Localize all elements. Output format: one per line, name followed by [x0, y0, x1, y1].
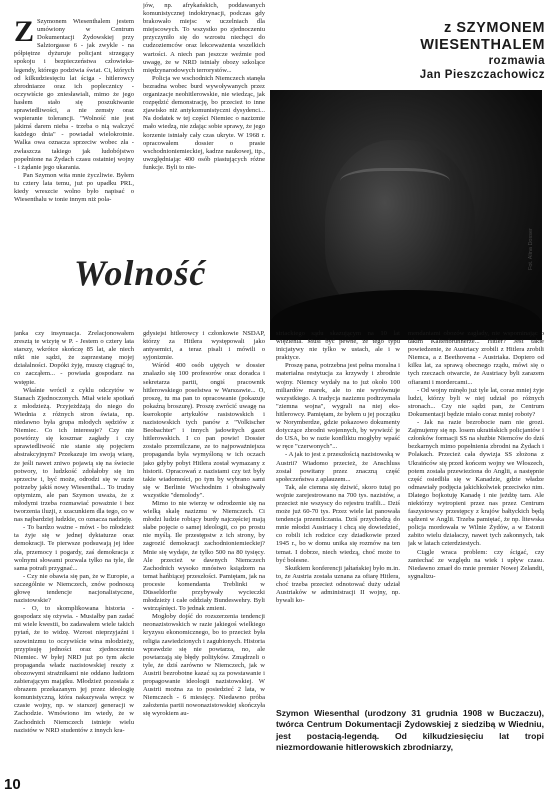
paragraph: Pan Szymon wita mnie życzliwie. Byłem tu cztery lata temu, już po upadku PRL, kiedy wreszcie wolno było napisać o Wiesenthalu w tonie innym niż pola-: [14, 171, 134, 204]
portrait-photo: [270, 90, 542, 340]
paragraph: Właśnie wrócił z cyklu odczytów w Stanach Zjednoczonych. Miał wiele spotkań z młodzieżą. Przyjeżdżają do niego do Wiednia z różnych stron świata, np. niedawno była grupa młodych sędziów z Niemiec. Co ich interesuje? Czy nie powtórzy się koszmar zagłady i czy sprawiedliwość nie stanie się pojęciem abstrakcyjnym? Przekazuje im swoją wiarę, że jeśli nawet zniwo pojawią się na świecie potwory, to ludzkość zdołałoby się im sprzeciw i, być może, odrodzi się w razie potrzeby jakiś nowy Wiesenthal... To trudny optymizm, ale pan Szymon uważa, że z młodymi trzeba rozmawiać poważnie i bez tworzenia iluzji, z szacunkiem dla tego, co w nas najbardziej ludzkie, co oznacza nadzieję.: [14, 386, 134, 524]
headline-line-3: rozmawia: [488, 55, 545, 67]
article-column-4: [143, 330, 265, 770]
paragraph: janka czy insynuacja. Zrelacjonowałem zresztą te wizytę w P. - Jestem o cztery lata starszy, wkrótce skończę 85 lat, ale niech nikt nie sądzi, że zaprzestanę mojej działalności. Dopóki żyję, muszę ciągnąć to, co zacząłem... - powiada gospodarz na wstępie.: [14, 330, 134, 386]
article-column-1: [14, 18, 134, 288]
paragraph: Tak, ale ciemna się dziwić, skoro tutaj po wojnie zarejestrowano na 700 tys. nazistów, a przecież nie wszyscy do rejestru trafili... Dziś może już 60-70 tys. Przez wiele lat panowała tendencja przemilczania. Dziś przychodzą do mnie młodzi Austriacy i chcą się dowiedzieć, co robili ich rodzice czy dziadkowie przed 1945 r., bo w domu unika się rozmów na ten temat. I dobrze, niech wiedzą, choć może to być bolesne.: [276, 483, 400, 564]
paragraph: - Jak na razie bezrobocie nam nie grozi. Zajmujemy się np. losem ukraińskich policjantów i członków formacji SS na służbie Niemców do dziś bezkarnych mimo popełnienia zbrodni na Żydach i Polakach. Przecież cała dywizja SS złożona z Ukraińców się przed końcem wojny we Włoszech, potem została przewieziona do Anglii, a następnie część osiedliła się w Kanadzie, gdzie władze odmawiały podjęcia jakichkolwiek przeciwko nim. Dlatego bojkotuję Kanadę i nie jeżdżę tam. Ale niektórzy wytropieni przez nas przez Centrum faszystowscy przestępcy z krajów bałtyckich będą sądzeni w Anglii. Trzeba pamiętać, że np. litewska policja mordowała w Wilnie Żydów, a w Estonii zabito wielu działaczy, nawet tych zakonnych, tak jak w latach czterdziestych.: [408, 419, 544, 548]
photo-credit: Fot. Alina Dosser: [528, 228, 534, 270]
article-column-2: [143, 2, 265, 288]
paragraph: Skutkiem konferencji jałtańskiej było m.in. to, że Austria została uznana za ofiarę Hitlera, choć trzeba przecież odnotować duży udział Austriaków w administracji II wojny, np. bywali ko-: [276, 564, 400, 605]
paragraph: - Od wojny minęło już tyle lat, coraz mniej żyje ludzi, którzy byli w niej udział po różnych stronach... Czy nie sądzi pan, że Centrum Dokumentacji będzie miało coraz mniej roboty?: [408, 386, 544, 418]
article-headline: [290, 20, 545, 82]
paragraph: mendantami obozów zagłady, nie wspominając o takim Kaltenbrunnerze... Hitler? Jest takie powiedzenie, że Austriacy zrobili z Hitlera zrobili Niemca, a z Beethovena - Austriaka. Dopiero od kilku lat, za sprawą obecnego rządu, mówi się o tych rzeczach otwarcie, że Austriacy byli zarazem ofiarami i mordercami...: [408, 330, 544, 386]
article-column-5: [276, 330, 400, 705]
paragraph: striackiego sądu skazującym na 10 lat więzienia. Musi być pewne, że tego typu inicjatywy nie tylko w ustach, ale i w praktyce.: [276, 330, 400, 362]
paragraph: Mimo to nie wierzę w odrodzenie się na wielką skalę nazizmu w Niemczech. Ci młodzi ludzie robiący burdy najczęściej mają słabe pojęcie o samej ideologii, co po prostu nie myślą. Ile przestępstw z ich strony, by zagrozić demokracji zachodnioniemieckiej? Mnie się wydaje, że tylko 500 na 80 tysięcy. Ale przecież w dawnych Niemczech Zachodnich wysoko mnóstwo ksiądzem na temat hańbiącej przeszłości. Pamiętam, jak na procesie komendanta Treblinki w Düsseldorfie przybywały wycieczki młodzieży i całe oddziały Bundeswehry. Byli wstrząśnięci. To jednak zmieni.: [143, 499, 265, 613]
paragraph: jów, np. afrykańskich, poddawanych komunistycznej indoktrynacji, podczas gdy brakowało miejsc w uczelniach dla miejscowych. To wszystko po zjednoczeniu przyczyniło się do wzrostu niechęci do cudzoziemców oraz lekceważenia wszelkich wartości. A niech pan jeszcze weźmie pod uwagę, że w NRD istniały obozy szkolące międzynarodowych terrorystów...: [143, 2, 265, 74]
page-number: 10: [4, 776, 21, 793]
paragraph: - A jak to jest z przeszłością nazistowską w Austrii? Wiadomo przecież, że Anschluss został powitany przez znaczną część społeczeństwa z aplauzem...: [276, 451, 400, 483]
headline-line-4: Jan Pieszczachowicz: [419, 69, 545, 81]
paragraph: - Czy nie obawia się pan, że w Europie, a szczególnie w Niemczech, znów podnoszą głowę tendencje nacjonalistyczne, nazistowskie?: [14, 572, 134, 605]
paragraph: Policja we wschodnich Niemczech stanęła bezradna wobec burd wywoływanych przez organizacje neohitlerowskie, nie wiedząc, jak rozpędzić demonstrację, bo przecież to inne zjawisko niż antykomunistyczni dysydenci... Na dodatek w tej części Niemiec o nazizmie mało wiedzą, nie zdając sobie sprawy, że jego korzenie istniały cały czas ukryte. W 1968 r. opracowałem dossier o prasie wschodnioniemieckiej, kadrze naukowej, itp., uwzględniając 400 osób piastujących różne funkcje. Byli to nie-: [143, 74, 265, 171]
portrait-glasses: [340, 168, 450, 201]
article-column-3: [14, 330, 134, 770]
paragraph: - To bardzo ważne - mówi - bo młodzież ta żyje się w jednej dyktaturze oraz demokracji. Te pierwsze podsuwają jej idee zła, przemocy i pogardy, zaś demokracja z wolnymi słowami pozwala tylko na tyle, ile sama potrafi przygnać...: [14, 524, 134, 572]
paragraph: Wśród 400 osób ujętych w dossier znalazło się 100 profesorów oraz doradca i sekretarza partii, ongiś pracownik hitlerowskiego poselstwa w Warszawie... O, proszę, tu ma pan to opracowanie (pokazuje pokaźną broszurę). Proszę zwrócić uwagę na kserokopie artykułów rasistowskich i nazistowskich tych panów z "Volkischer Beobachter" i innych jadowitych gazet hitlerowskich. I co pan powie! Dossier zostało przemilczane, ze to najpoważniejsza propaganda była wymyśloną w ich oczach jako gdyby pobyt Hitlera został wymazany z historii. Opracowań z nazistami czy też były takie wiadomości, po tym by wybrano sami się w Berlinie Wschodnim i obsługiwały wszystkie "demolody".: [143, 362, 265, 499]
paragraph: gdysiejsi hitlerowcy i członkowie NSDAP, którzy za Hitlera występowali jako antysemici, a teraz pisali i mówili o syjonizmie.: [143, 330, 265, 362]
article-title: Wolność: [74, 253, 207, 293]
paragraph: Ciągle wraca problem: czy ścigać, czy zaniechać ze względu na wiek i upływ czasu. Niedawno zmarł do mnie premier Nowej Zelandii, sygnalizu-: [408, 548, 544, 580]
paragraph: Szymonem Wiesenthalem jestem umówiony w Centrum Dokumentacji Żydowskiej przy Salztorgasse 6 - jak zwykle - na półpiętrze dyżuruje policjant strzegący spokoju i bezpieczeństwa człowieka-legendy, którego podziwia świat. Ci, których od kilkudziesięciu lat ściga - hitlerowcy zbrodniarze oraz ich poplecznicy - oczywiście go zniesławiali, mimo że jego hasłem stało się poszukiwanie sprawiedliwości, a nie zemsty oraz wspieranie tolerancji. "Wolność nie jest jakimś darem nieba - trzeba o nią walczyć każdego dnia" - powiadał wielokrotnie. Walka owa oznacza sprzeciw wobec zła - zwłaszcza takiego jak ludobójstwo popełnione na Żydach czasu ostatniej wojny - i żądanie jego ukarania.: [14, 18, 134, 171]
article-lead: Szymon Wiesenthal (urodzony 31 grudnia 1908 w Buczaczu), twórca Centrum Dokumentacji Żydowskiej z siedzibą w Wiedniu, jest postacią-legendą. Od kilkudziesięciu lat tropi niezmordowanie hitlerowskich zbrodniarzy,: [276, 708, 544, 753]
paragraph: Proszę pana, potrzebna jest pełna moralna i materialna restytucja za krzywdy i zbrodnie wojny. Niemcy wydały na to już około 100 miliardów marek, ale to nie wyrównuje wszystkiego. A tradycja nazizmu podtrzymała "ziemna wojna", wygrali na niej eks-hitlerowcy. Pamiętam, że byłem u jej początku w Norymberdze, gdzie pokazowo dokumenty dotyczące zbrodni wojennych, by wywieźć je do USA, bo w razie konfliktu mogłyby wpaść w ręce "czerwonych"...: [276, 362, 400, 451]
headline-line-2: WIESENTHALEM: [420, 37, 545, 53]
drop-cap: Z: [14, 18, 35, 48]
article-column-6: [408, 330, 544, 705]
headline-line-1: z SZYMONEM: [443, 20, 545, 36]
paragraph: - O, to skomplikowana historia - gospodarz się ożywia. - Musiałby pan zadać mi wiele kwestii, bo zadawałem wiele takich pytań, że to widzę. Wzrost nieprzyjaźni i szowinizmu to oczywiście wina młodzieży, przypisuję jedności oraz zjednoczeniu Niemiec. W byłej NRD już po tym akcie propaganda władz nazistowskiej reszty z obozowymi strażnikami nie oddano ludziom zabierającym majątku. Młodzież pozostała z obrazem przekazanym jej przez ideologię komunistyczną, która nakazywała wręcz w czasie wojny, np. w starszej generacji w Zachodzie. Wmówiono im wtedy, że w Zachodnich Niemczech istnieje wielu nazistów w NRD studentów z innych kra-: [14, 605, 134, 734]
paragraph: Mogłoby dojść do rozszerzenia tendencji neonazistowskich w razie jakiegoś wielkiego kryzysu ekonomicznego, bo to przecież była religia zawiedzionych i zagubionych. Historia wprawdzie się nie powtarza, no, ale powtarzają się błędy polityków. Zmądrzeli o tyle, że dziś zarówno w Niemczech, jak w Austrii bezrobotne kazać są za powstawanie i propagowanie ideologii nazistowskiej. W Austrii można za to posiedzieć 2 lata, w Niemczech - 6 miesięcy. Niedawno próba założenia partii nowonazistowskiej skończyła się wyrokiem au-: [143, 613, 265, 718]
